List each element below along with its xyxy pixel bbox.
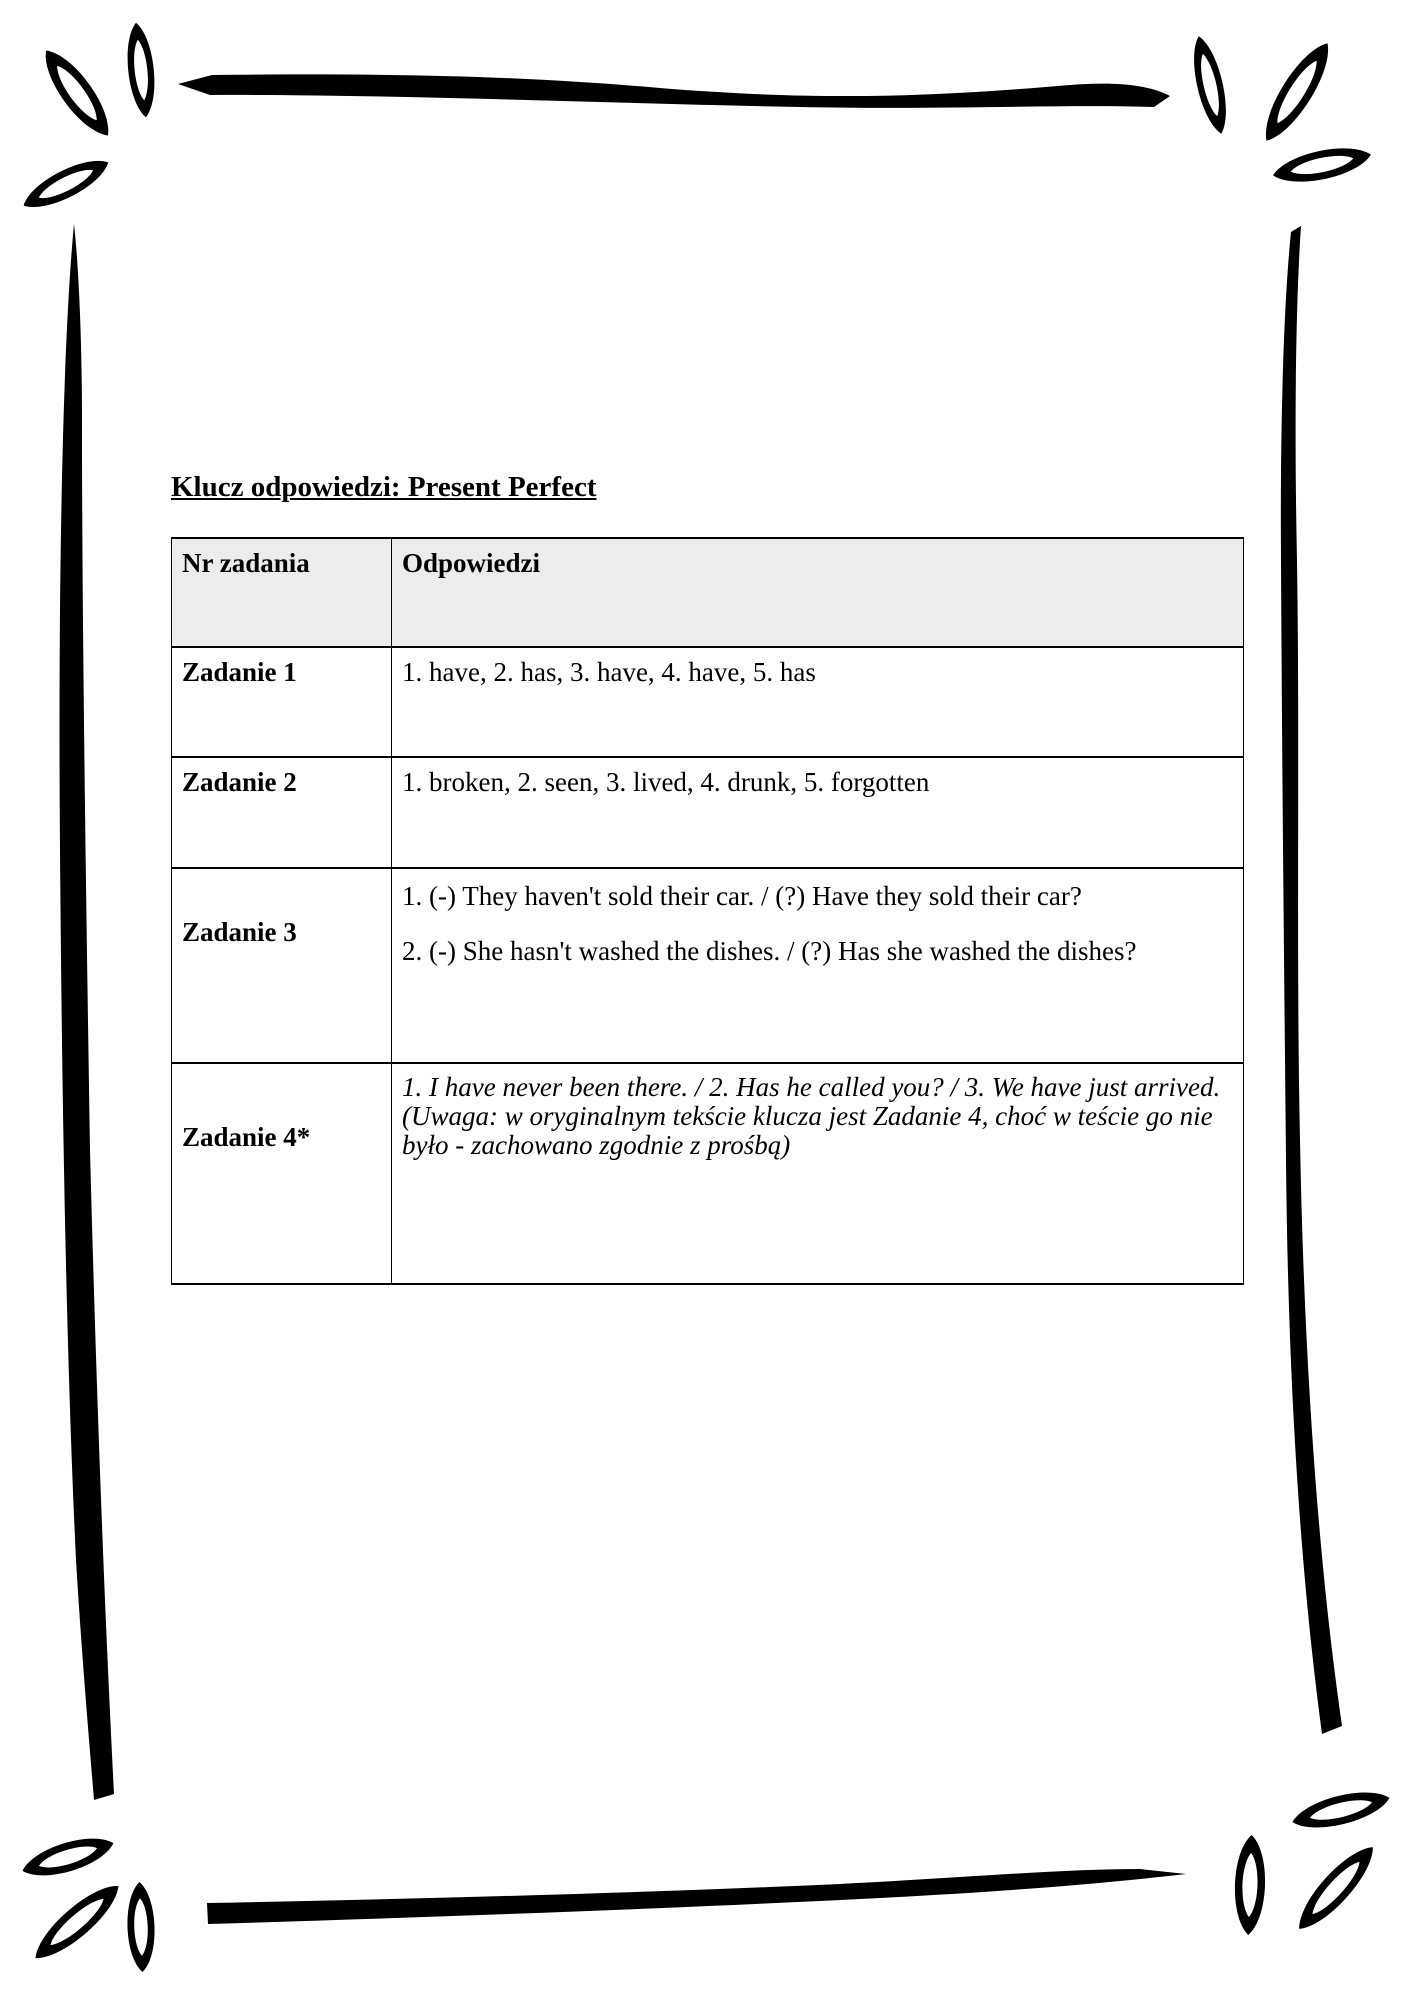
- task-label: Zadanie 4*: [172, 1063, 392, 1284]
- table-header-row: [172, 538, 1244, 647]
- task-label: Zadanie 3: [172, 868, 392, 1063]
- answer-paragraph: (Uwaga: w oryginalnym tekście klucza jest Zadanie 4, choć w teście go nie było - zachowano zgodnie z prośbą): [402, 1101, 1213, 1161]
- page-title: Klucz odpowiedzi: Present Perfect: [171, 471, 597, 503]
- petal-icon: [26, 1875, 128, 1969]
- task-label: Zadanie 1: [172, 647, 392, 757]
- petal-icon: [1289, 1838, 1384, 1939]
- table-row: [172, 868, 1244, 1063]
- header-cell-answers: Odpowiedzi: [392, 538, 1244, 647]
- petal-icon: [1289, 1784, 1393, 1836]
- answer-paragraph: 1. have, 2. has, 3. have, 4. have, 5. has: [402, 657, 816, 687]
- petal-icon: [126, 1882, 156, 1973]
- table-row: [172, 757, 1244, 868]
- answer-paragraph: 1. I have never been there. / 2. Has he called you? / 3. We have just arrived.: [402, 1072, 1221, 1102]
- petal-icon: [1233, 1835, 1266, 1936]
- petal-icon: [1270, 141, 1374, 190]
- answers-cell: [392, 757, 1244, 868]
- answers-cell: [392, 647, 1244, 757]
- answers-cell: [392, 1063, 1244, 1284]
- answer-key-table: [171, 537, 1244, 1285]
- petal-icon: [123, 21, 158, 118]
- petal-icon: [1254, 35, 1340, 148]
- petal-icon: [18, 150, 115, 217]
- answer-paragraph: 1. broken, 2. seen, 3. lived, 4. drunk, 5. forgotten: [402, 767, 930, 797]
- task-label: Zadanie 2: [172, 757, 392, 868]
- frame-top-stroke: [178, 74, 1170, 107]
- table-row: [172, 647, 1244, 757]
- answers-cell: [392, 868, 1244, 1063]
- petal-icon: [1186, 33, 1233, 136]
- answer-paragraph: 2. (-) She hasn't washed the dishes. / (?) Has she washed the dishes?: [402, 936, 1137, 967]
- frame-left-stroke: [60, 224, 114, 1800]
- petal-icon: [34, 42, 120, 145]
- header-cell-task-number: Nr zadania: [172, 538, 392, 647]
- answer-paragraph: 1. (-) They haven't sold their car. / (?) Have they sold their car?: [402, 881, 1082, 911]
- petal-icon: [18, 1829, 117, 1884]
- table-row: [172, 1063, 1244, 1284]
- frame-bottom-stroke: [207, 1869, 1186, 1924]
- frame-right-stroke: [1281, 226, 1342, 1734]
